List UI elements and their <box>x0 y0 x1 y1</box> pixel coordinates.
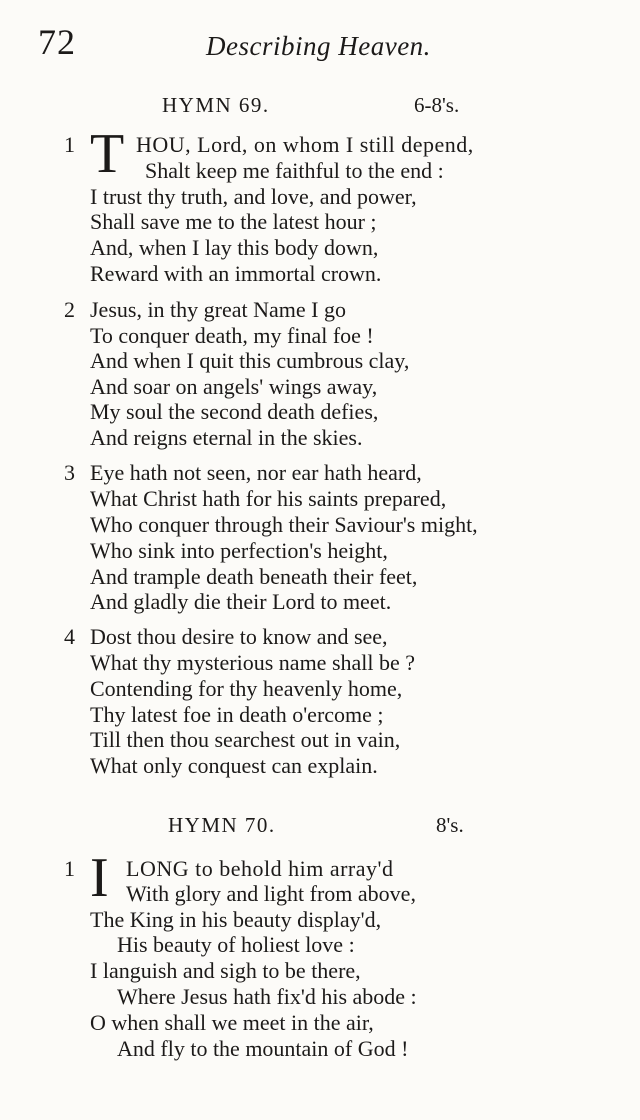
verse-line: Reward with an immortal crown. <box>90 261 382 286</box>
stanza-number: 1 <box>64 856 75 881</box>
verse-line: HOU, Lord, on whom I still depend, <box>136 132 474 157</box>
running-head: Describing Heaven. <box>206 31 431 61</box>
verse-line: I trust thy truth, and love, and power, <box>90 184 417 209</box>
hymn-70-meter: 8's. <box>436 813 464 837</box>
verse-line: O when shall we meet in the air, <box>90 1010 374 1035</box>
verse-line: To conquer death, my final foe ! <box>90 323 374 348</box>
hymn-69-heading: HYMN 69. <box>162 93 270 117</box>
verse-line: Thy latest foe in death o'ercome ; <box>90 702 384 727</box>
stanza-number: 2 <box>64 297 75 322</box>
verse-line: With glory and light from above, <box>126 881 416 906</box>
verse-line: Jesus, in thy great Name I go <box>90 297 346 322</box>
stanza-number: 3 <box>64 460 75 485</box>
verse-line: I languish and sigh to be there, <box>90 958 361 983</box>
verse-line: Who sink into perfection's height, <box>90 538 388 563</box>
verse-line: Till then thou searchest out in vain, <box>90 727 401 752</box>
page-number: 72 <box>38 22 76 62</box>
verse-line: My soul the second death defies, <box>90 399 379 424</box>
verse-line: And fly to the mountain of God ! <box>117 1036 409 1061</box>
verse-line: Shall save me to the latest hour ; <box>90 209 377 234</box>
verse-line: Contending for thy heavenly home, <box>90 676 403 701</box>
verse-line: What only conquest can explain. <box>90 753 378 778</box>
verse-line: And soar on angels' wings away, <box>90 374 378 399</box>
verse-line: LONG to behold him array'd <box>126 856 394 881</box>
drop-cap: I <box>90 847 109 909</box>
verse-line: And reigns eternal in the skies. <box>90 425 363 450</box>
verse-line: And gladly die their Lord to meet. <box>90 589 392 614</box>
verse-line: Who conquer through their Saviour's might, <box>90 512 478 537</box>
verse-line: What thy mysterious name shall be ? <box>90 650 416 675</box>
verse-line: Where Jesus hath fix'd his abode : <box>117 984 417 1009</box>
hymn-70-heading: HYMN 70. <box>168 813 276 837</box>
verse-line: And when I quit this cumbrous clay, <box>90 348 410 373</box>
verse-line: His beauty of holiest love : <box>117 932 355 957</box>
verse-line: Dost thou desire to know and see, <box>90 624 388 649</box>
verse-line: What Christ hath for his saints prepared, <box>90 486 447 511</box>
hymn-69-meter: 6-8's. <box>414 93 460 117</box>
verse-line: The King in his beauty display'd, <box>90 907 382 932</box>
verse-line: And trample death beneath their feet, <box>90 564 418 589</box>
stanza-number: 1 <box>64 132 75 157</box>
verse-line: Shalt keep me faithful to the end : <box>145 158 444 183</box>
verse-line: And, when I lay this body down, <box>90 235 379 260</box>
verse-line: Eye hath not seen, nor ear hath heard, <box>90 460 422 485</box>
stanza-number: 4 <box>64 624 75 649</box>
drop-cap: T <box>90 123 125 185</box>
